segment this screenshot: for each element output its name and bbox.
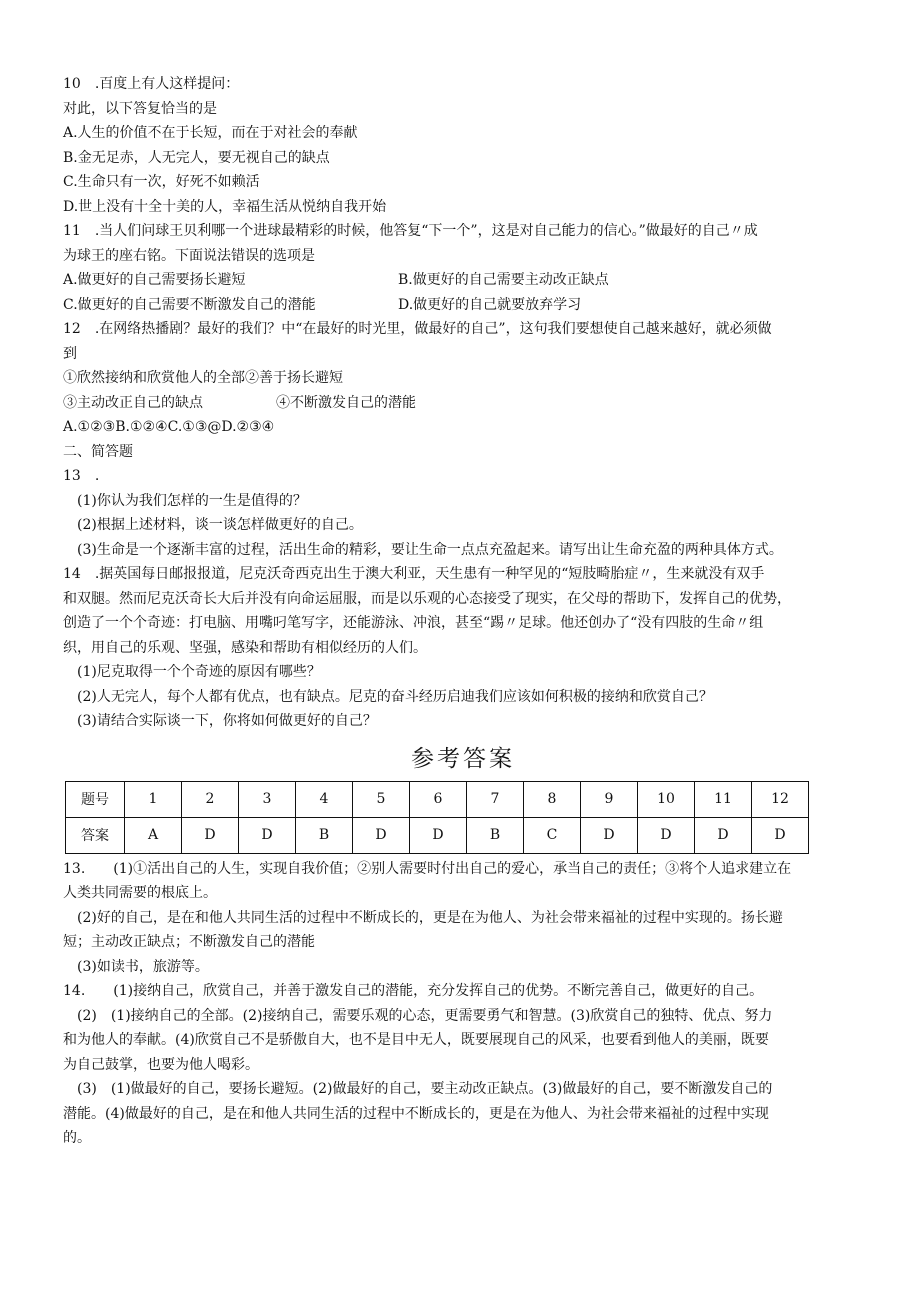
exam-page xyxy=(63,72,863,1151)
table-cell: 12 xyxy=(752,781,809,817)
answer-table-row-keys xyxy=(66,817,809,853)
table-cell: D xyxy=(239,817,296,853)
table-cell: 6 xyxy=(410,781,467,817)
table-cell: B xyxy=(467,817,524,853)
table-cell: 9 xyxy=(581,781,638,817)
table-cell: D xyxy=(581,817,638,853)
a14-p3-line2: 潜能。(4)做最好的自己，是在和他人共同生活的过程中不断成长的，更是在为他人、为社会带来福祉的过程中实现 xyxy=(63,1105,769,1122)
answers-title: 参考答案 xyxy=(411,745,515,772)
q11-line2: 为球王的座右铭。下面说法错误的选项是 xyxy=(63,247,315,264)
table-cell: 11 xyxy=(695,781,752,817)
q11-option-b: B.做更好的自己需要主动改正缺点 xyxy=(398,272,609,288)
q10-option-d: D.世上没有十全十美的人，幸福生活从悦纳自我开始 xyxy=(63,198,387,215)
table-header-cell: 题号 xyxy=(66,781,125,817)
q11-line1: 11 .当人们问球王贝利哪一个进球最精彩的时候，他答复“下一个”，这是对自己能力的信心。”做最好的自己〃成 xyxy=(63,223,758,239)
table-cell: 4 xyxy=(296,781,353,817)
table-cell: D xyxy=(353,817,410,853)
table-cell: 10 xyxy=(638,781,695,817)
a13-p3: (3)如读书，旅游等。 xyxy=(77,958,209,975)
a13-p2-line1: (2)好的自己，是在和他人共同生活的过程中不断成长的，更是在为他人、为社会带来福祉的过程中实现的。扬长避 xyxy=(77,909,783,926)
table-cell: D xyxy=(182,817,239,853)
a14-p1: 14. (1)接纳自己，欣赏自己，并善于激发自己的潜能，充分发挥自己的优势。不断完善自己，做更好的自己。 xyxy=(63,983,764,999)
q14-sub-3: (3)请结合实际谈一下，你将如何做更好的自己？ xyxy=(77,713,377,729)
table-cell: 1 xyxy=(125,781,182,817)
q14-line3: 创造了一个个奇迹：打电脑、用嘴叼笔写字，还能游泳、冲浪，甚至“踢〃足球。他还创办了“没有四肢的生命〃组 xyxy=(63,615,764,631)
answer-table-row-numbers xyxy=(66,781,809,817)
q10-head: 10 .百度上有人这样提问： xyxy=(63,76,240,92)
answer-key-table xyxy=(65,781,809,854)
q11-option-c: C.做更好的自己需要不断激发自己的潜能 xyxy=(63,296,316,313)
a14-p3-line1: (3) (1)做最好的自己，要扬长避短。(2)做最好的自己，要主动改正缺点。(3)做最好的自己，要不断激发自己的 xyxy=(77,1081,773,1097)
a14-p3-line3: 的。 xyxy=(63,1130,91,1146)
q14-line4: 织，用自己的乐观、坚强，感染和帮助有相似经历的人们。 xyxy=(63,639,427,656)
q12-choices: A.①②③B.①②④C.①③@D.②③④ xyxy=(63,419,275,435)
section-heading: 二、简答题 xyxy=(63,443,133,460)
q14-sub-1: (1)尼克取得一个个奇迹的原因有哪些？ xyxy=(77,664,321,680)
table-cell: D xyxy=(752,817,809,853)
a14-p2-line2: 和为他人的奉献。(4)欣赏自己不是骄傲自大，也不是目中无人，既要展现自己的风采，也要看到他人的美丽，既要 xyxy=(63,1032,769,1048)
q11-options-row1 xyxy=(63,268,863,293)
table-cell: B xyxy=(296,817,353,853)
table-cell: D xyxy=(638,817,695,853)
table-cell: 7 xyxy=(467,781,524,817)
q12-line1: 12 .在网络热播剧？最好的我们？中“在最好的时光里，做最好的自己”，这句我们要想使自己越来越好，就必须做 xyxy=(63,321,772,337)
q10-stem: 对此，以下答复恰当的是 xyxy=(63,100,217,117)
a13-p1-line1: 13. (1)①活出自己的人生，实现自我价值；②别人需要时付出自己的爱心，承当自己的责任；③将个人追求建立在 xyxy=(63,860,792,877)
q12-item-4: ④不断激发自己的潜能 xyxy=(276,394,416,411)
q11-option-a: A.做更好的自己需要扬长避短 xyxy=(63,272,246,288)
table-cell: A xyxy=(125,817,182,853)
table-header-cell: 答案 xyxy=(66,817,125,853)
q14-line2: 和双腿。然而尼克沃奇长大后并没有向命运屈服，而是以乐观的心态接受了现实，在父母的帮助下，发挥自己的优势， xyxy=(63,590,791,607)
table-cell: 3 xyxy=(239,781,296,817)
a13-p1-line2: 人类共同需要的根底上。 xyxy=(63,885,217,901)
table-cell: 8 xyxy=(524,781,581,817)
q13-sub-3: (3)生命是一个逐渐丰富的过程，活出生命的精彩，要让生命一点点充盈起来。请写出让生命充盈的两种具体方式。 xyxy=(77,541,783,558)
q12-item-3: ③主动改正自己的缺点 xyxy=(63,394,203,411)
q11-option-d: D.做更好的自己就要放弃学习 xyxy=(398,296,582,313)
table-cell: D xyxy=(695,817,752,853)
q13-sub-2: (2)根据上述材料，谈一谈怎样做更好的自己。 xyxy=(77,517,363,533)
q12-line2: 到 xyxy=(63,345,77,362)
q12-items-3-4 xyxy=(63,391,863,416)
q11-options-row2 xyxy=(63,293,863,318)
a13-p2-line2: 短；主动改正缺点；不断激发自己的潜能 xyxy=(63,934,315,950)
q10-option-c: C.生命只有一次，好死不如赖活 xyxy=(63,174,260,190)
table-cell: D xyxy=(410,817,467,853)
q10-option-a: A.人生的价值不在于长短，而在于对社会的奉献 xyxy=(63,125,358,141)
q10-option-b: B.金无足赤，人无完人，要无视自己的缺点 xyxy=(63,149,330,166)
table-cell: 2 xyxy=(182,781,239,817)
a14-p2-line3: 为自己鼓掌，也要为他人喝彩。 xyxy=(63,1056,259,1073)
q13-sub-1: (1)你认为我们怎样的一生是值得的？ xyxy=(77,492,307,509)
q14-sub-2: (2)人无完人，每个人都有优点，也有缺点。尼克的奋斗经历启迪我们应该如何积极的接纳和欣赏自己？ xyxy=(77,688,713,705)
q12-item-1-2: ①欣然接纳和欣赏他人的全部②善于扬长避短 xyxy=(63,370,343,386)
a14-p2-line1: (2) (1)接纳自己的全部。(2)接纳自己，需要乐观的心态，更需要勇气和智慧。(3)欣赏自己的独特、优点、努力 xyxy=(77,1007,773,1024)
q14-line1: 14 .据英国每日邮报报道，尼克沃奇西克出生于澳大利亚，天生患有一种罕见的“短肢畸胎症〃，生来就没有双手 xyxy=(63,566,765,582)
table-cell: 5 xyxy=(353,781,410,817)
q13-head: 13 . xyxy=(63,468,100,484)
table-cell: C xyxy=(524,817,581,853)
